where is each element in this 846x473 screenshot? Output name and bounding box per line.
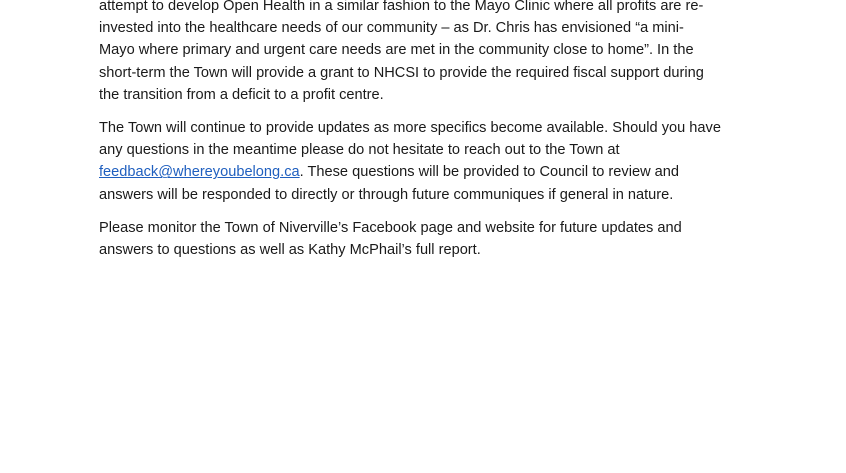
text-line: Mayo where primary and urgent care needs are met in the community close to home”. In the [99, 42, 694, 59]
text-line: attempt to develop Open Health in a similar fashion to the Mayo Clinic where all profits are re- [99, 0, 704, 14]
document-body [99, 0, 759, 272]
feedback-email-link[interactable]: feedback@whereyoubelong.ca [99, 164, 300, 181]
text-line-with-email [99, 161, 759, 183]
text-line: the transition from a deficit to a profit centre. [99, 86, 384, 103]
text-line: answers to questions as well as Kathy McPhail’s full report. [99, 242, 481, 259]
text-line: The Town will continue to provide updates as more specifics become available. Should you have [99, 120, 721, 137]
paragraph-monitor [99, 217, 759, 261]
text-line: any questions in the meantime please do not hesitate to reach out to the Town at [99, 142, 620, 159]
paragraph-open-health [99, 0, 759, 106]
paragraph-updates [99, 117, 759, 206]
text-line: answers will be responded to directly or through future communiques if general in nature. [99, 186, 674, 203]
text-line: invested into the healthcare needs of our community – as Dr. Chris has envisioned “a mini- [99, 20, 684, 37]
text-line: short-term the Town will provide a grant to NHCSI to provide the required fiscal support during [99, 64, 704, 81]
text-line: Please monitor the Town of Niverville’s Facebook page and website for future updates and [99, 219, 682, 236]
text-fragment: . These questions will be provided to Council to review and [299, 164, 680, 181]
